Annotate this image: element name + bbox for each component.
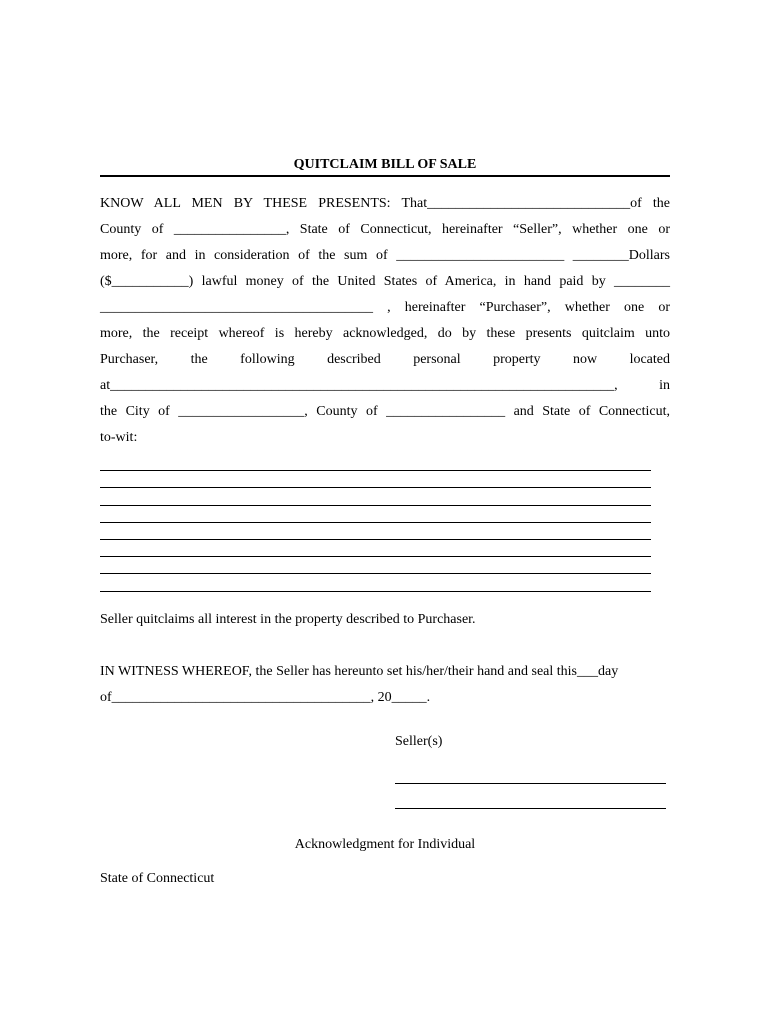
body-paragraph (100, 191, 670, 451)
seller-signature-line[interactable] (395, 783, 666, 784)
acknowledgment-title: Acknowledgment for Individual (294, 837, 476, 852)
seller-label: Seller(s) (395, 734, 443, 749)
body-line: County of ________________, State of Connecticut, hereinafter “Seller”, whether one or (100, 222, 670, 237)
body-line: _______________________________________ , hereinafter “Purchaser”, whether one or (100, 300, 670, 315)
body-line: Purchaser, the following described personal property now located (100, 352, 670, 367)
witness-line: IN WITNESS WHEREOF, the Seller has hereunto set his/her/their hand and seal this___day (100, 664, 619, 679)
body-line: ($___________) lawful money of the United States of America, in hand paid by ________ (100, 274, 670, 289)
seller-signature-line[interactable] (395, 808, 666, 809)
witness-date-line: of_____________________________________, 20_____. (100, 690, 431, 705)
property-description-line[interactable] (100, 506, 651, 523)
state-line: State of Connecticut (100, 871, 215, 886)
property-description-lines (100, 454, 651, 592)
property-description-line[interactable] (100, 523, 651, 540)
body-line: more, the receipt whereof is hereby acknowledged, do by these presents quitclaim unto (100, 326, 670, 341)
property-description-line[interactable] (100, 574, 651, 591)
body-line: at________________________________________________________________________, in (100, 378, 670, 393)
property-description-line[interactable] (100, 471, 651, 488)
body-line: the City of __________________, County of _________________ and State of Connecticut, (100, 404, 670, 419)
property-description-line[interactable] (100, 454, 651, 471)
property-description-line[interactable] (100, 540, 651, 557)
quitclaim-statement: Seller quitclaims all interest in the property described to Purchaser. (100, 612, 476, 627)
body-line: KNOW ALL MEN BY THESE PRESENTS: That_____________________________of the (100, 196, 670, 211)
document-title: QUITCLAIM BILL OF SALE (293, 157, 477, 172)
property-description-line[interactable] (100, 557, 651, 574)
body-line: to-wit: (100, 430, 138, 445)
body-line: more, for and in consideration of the sum of ________________________ ________Dollars (100, 248, 670, 263)
title-underline (100, 175, 670, 177)
property-description-line[interactable] (100, 488, 651, 505)
